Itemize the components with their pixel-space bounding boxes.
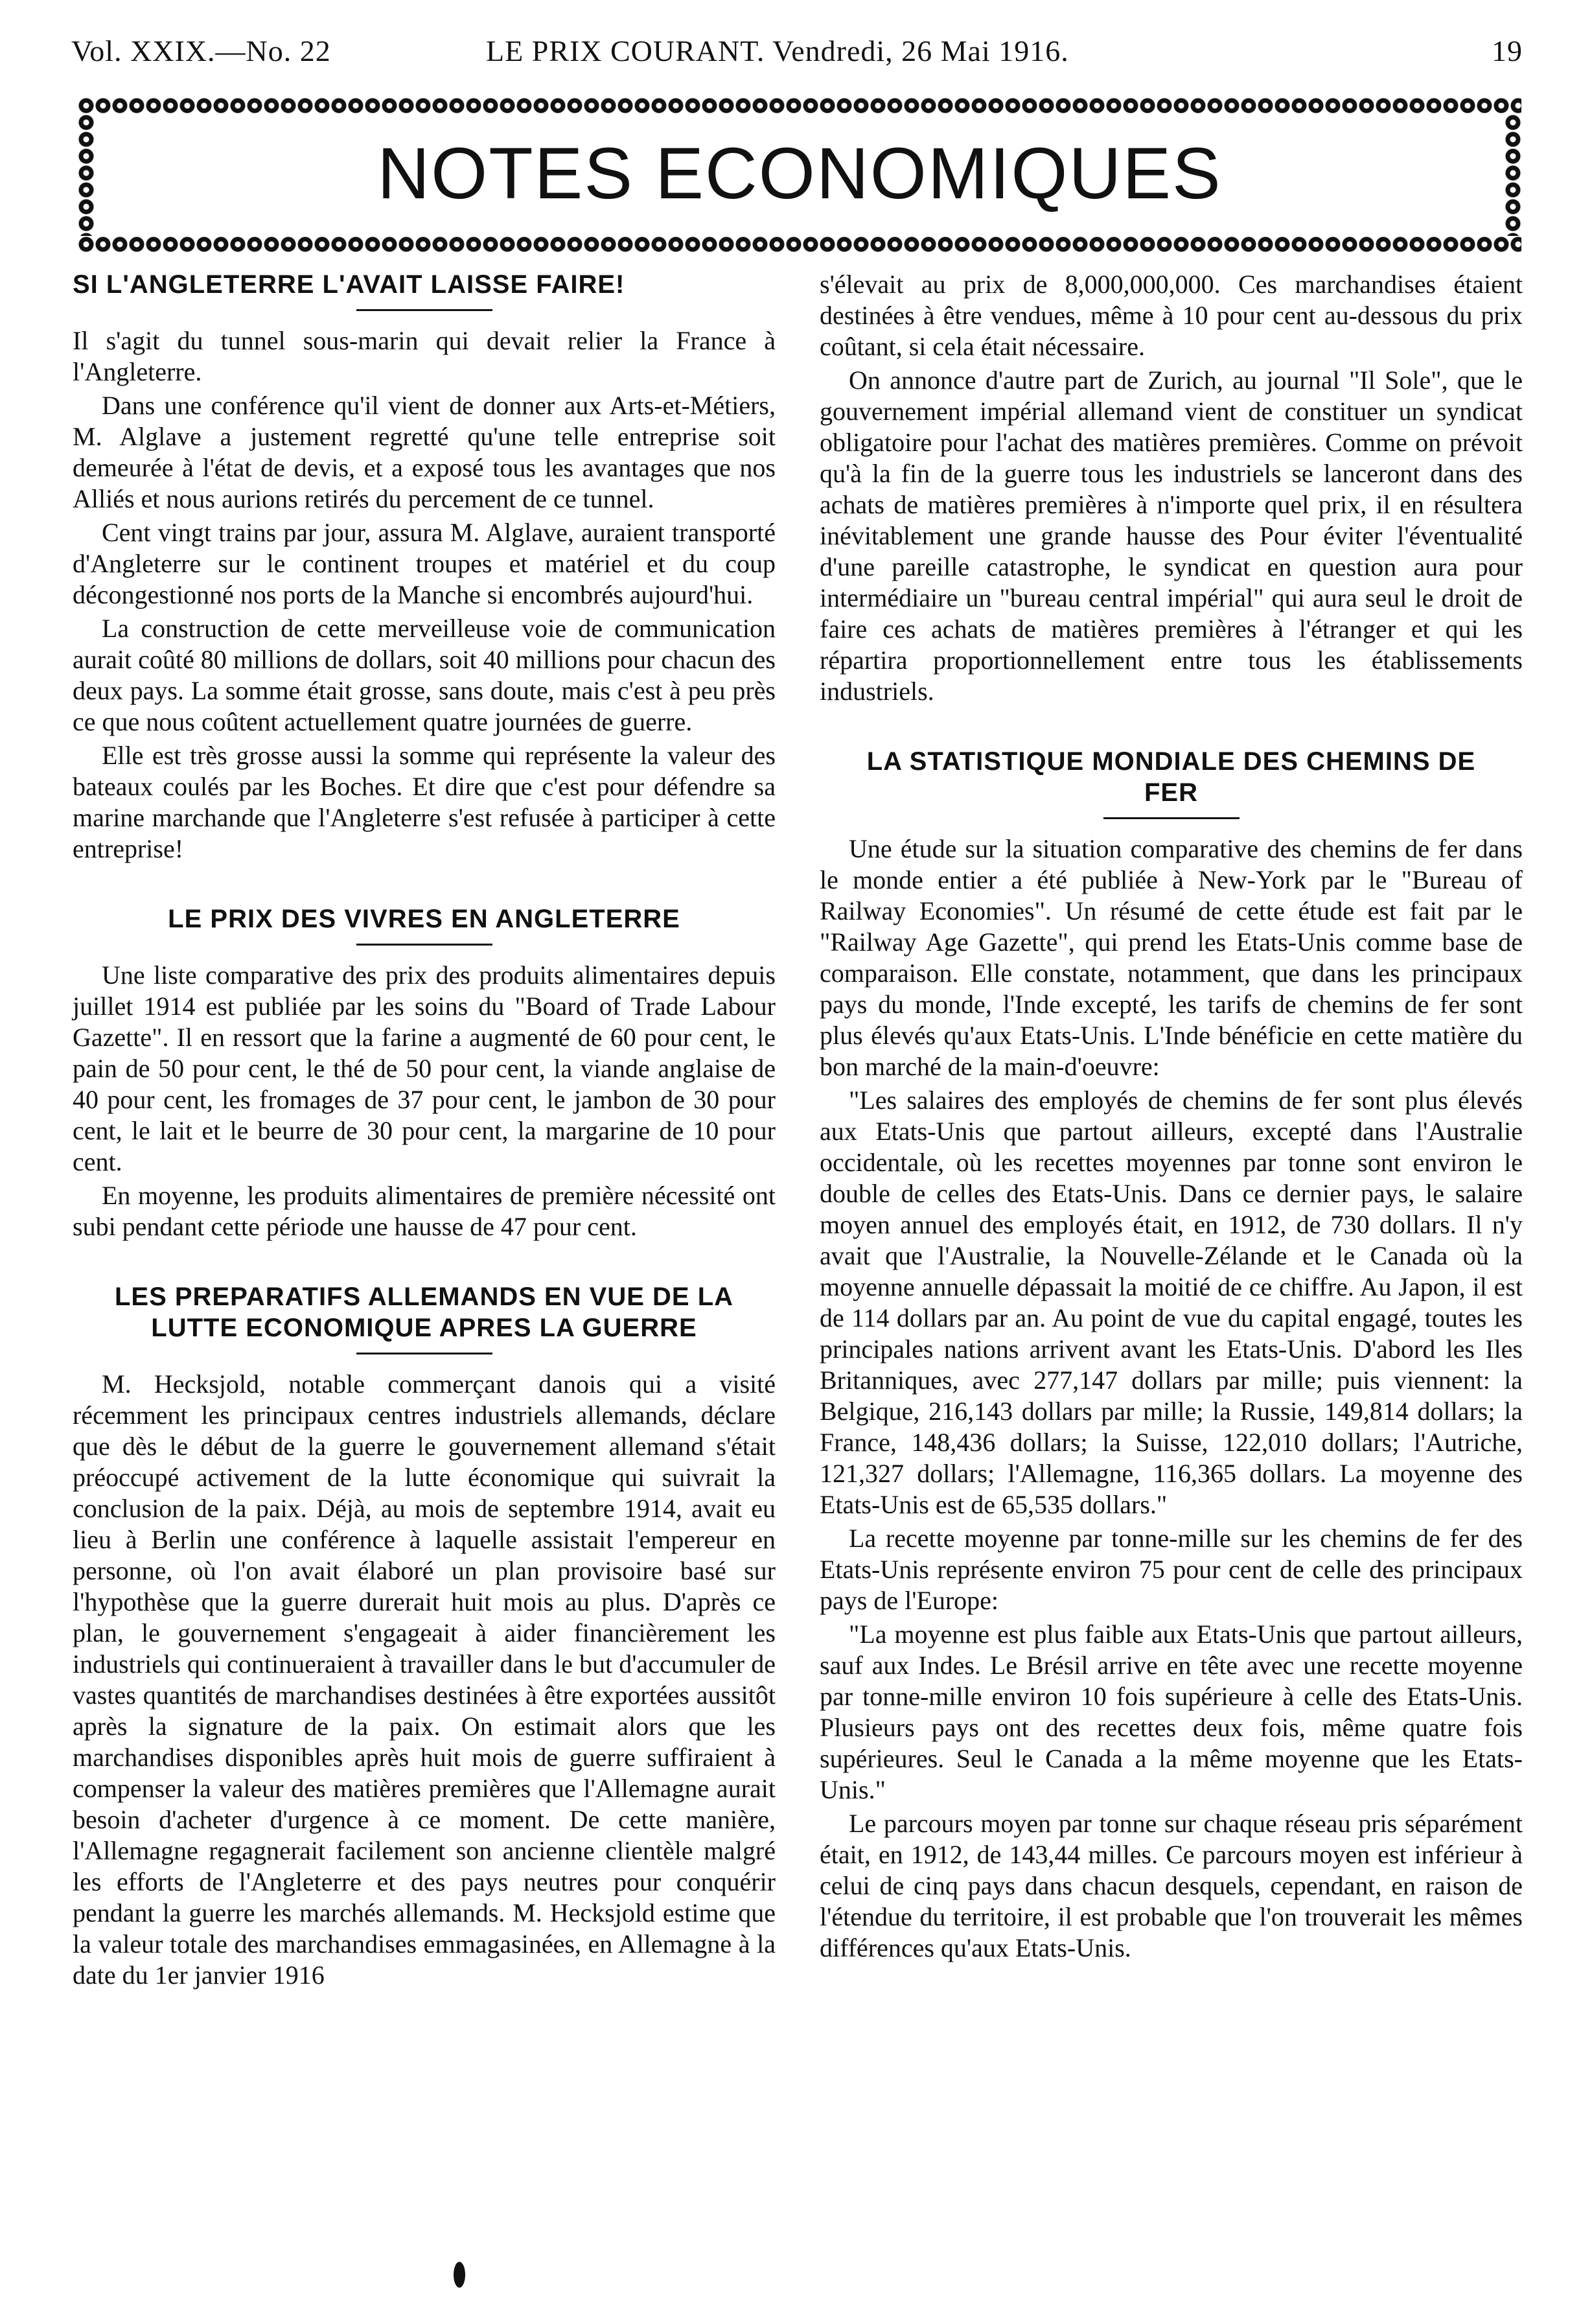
publication-date-line: LE PRIX COURANT. Vendredi, 26 Mai 1916. (486, 34, 1069, 67)
ink-blot (454, 2262, 465, 2288)
section-gap (820, 710, 1523, 746)
article-paragraph: On annonce d'autre part de Zurich, au journal "Il Sole", que le gouvernement impérial allemand vient de constituer un syndicat obligatoire pour l'achat des matières premières. Comme on prévoit qu'à la fin de la guerre tous les industriels se lanceront dans des achats de matières premières à n'importe quel prix, il en résultera inévitablement une grande hausse des Pour éviter l'éventualité d'une pareille catastrophe, le syndicat en question aura pour intermédiaire un "bureau central impérial" qui aura seul le droit de faire ces achats de matières premières à l'étranger et qui les répartira proportionnellement entre tous les établissements industriels. (820, 366, 1523, 706)
ornamental-border-top (78, 97, 1521, 114)
article-paragraph: La recette moyenne par tonne-mille sur les chemins de fer des Etats-Unis représente environ 75 pour cent de celle des principaux pays de l'Europe: (820, 1524, 1523, 1615)
section-gap (73, 1245, 776, 1281)
article-title-chemins-line1: LA STATISTIQUE MONDIALE DES CHEMINS DE (866, 747, 1476, 776)
page-number: 19 (1492, 34, 1523, 67)
article-paragraph: "Les salaires des employés de chemins de fer sont plus élevés aux Etats-Unis que partout ailleurs, excepté dans l'Australie occidentale, où les recettes moyennes par tonne sont environ le double de celles des Etats-Unis. Dans ce dernier pays, le salaire moyen annuel des employés était, en 1912, de 730 dollars. Il n'y avait que l'Australie, la Nouvelle-Zélande et le Canada où la moyenne annuelle dépassait la moitié de ce chiffre. Au Japon, il est de 114 dollars par an. Au point de vue du capital engagé, toutes les principales nations arrivent avant les Etats-Unis. D'abord les Iles Britanniques, avec 277,147 dollars par mille; puis viennent: la Belgique, 216,143 dollars par mille; la Russie, 149,814 dollars; la France, 148,436 dollars; la Suisse, 122,010 dollars; l'Autriche, 121,327 dollars; l'Allemagne, 116,365 dollars. La moyenne des Etats-Unis est de 65,535 dollars." (820, 1086, 1523, 1519)
article-paragraph: Elle est très grosse aussi la somme qui représente la valeur des bateaux coulés par les Boches. Et dire que c'est pour défendre sa marine marchande que l'Angleterre s'est refusée à participer à cette entreprise! (73, 741, 776, 863)
left-column (73, 269, 776, 1993)
section-gap (73, 867, 776, 903)
volume-number: Vol. XXIX.—No. 22 (71, 34, 331, 67)
article-title-preparatifs-line1: LES PREPARATIFS ALLEMANDS EN VUE DE LA (114, 1283, 734, 1311)
article-paragraph: La construction de cette merveilleuse voie de communication aurait coûté 80 millions de dollars, soit 40 millions pour chacun des deux pays. La somme était grosse, sans doute, mais c'est à peu près ce que nous coûtent actuellement quatre journées de guerre. (73, 614, 776, 736)
article-paragraph: Le parcours moyen par tonne sur chaque réseau pris séparément était, en 1912, de 143,44 milles. Ce parcours moyen est inférieur à celui de cinq pays dans chacun desquels, cependant, en raison de l'étendue du territoire, il est probable que l'on trouverait les mêmes différences qu'aux Etats-Unis. (820, 1809, 1523, 1962)
article-paragraph: Une liste comparative des prix des produits alimentaires depuis juillet 1914 est publiée par les soins du "Board of Trade Labour Gazette". Il en ressort que la farine a augmenté de 60 pour cent, le pain de 50 pour cent, le thé de 50 pour cent, la viande anglaise de 40 pour cent, les fromages de 37 pour cent, le jambon de 30 pour cent, le lait et le beurre de 30 pour cent, la margarine de 10 pour cent. (73, 960, 776, 1176)
article-paragraph: Dans une conférence qu'il vient de donner aux Arts-et-Métiers, M. Alglave a justement regretté qu'une telle entreprise soit demeurée à l'état de devis, et a exposé tous les avantages que nos Alliés et nous aurions retirés du percement de ce tunnel. (73, 391, 776, 513)
article-title-chemins-line2: FER (1144, 778, 1198, 807)
article-paragraph: Cent vingt trains par jour, assura M. Alglave, auraient transporté d'Angleterre sur le continent troupes et matériel et du coup décongestionné nos ports de la Manche si encombrés aujourd'hui. (73, 518, 776, 609)
section-banner (78, 97, 1521, 253)
article-title-tunnel: SI L'ANGLETERRE L'AVAIT LAISSE FAIRE! (73, 270, 625, 299)
article-continuation: s'élevait au prix de 8,000,000,000. Ces marchandises étaient destinées à être vendues, même à 10 pour cent au-dessous du prix coûtant, si cela était nécessaire. (820, 270, 1523, 361)
article-title-preparatifs-line2: LUTTE ECONOMIQUE APRES LA GUERRE (151, 1314, 697, 1342)
article-paragraph: "La moyenne est plus faible aux Etats-Unis que partout ailleurs, sauf aux Indes. Le Brésil arrive en tête avec une recette moyenne par tonne-mille environ 10 fois supérieure à celle des Etats-Unis. Plusieurs pays ont des recettes deux fois, même quatre fois supérieures. Seul le Canada a la même moyenne que les Etats-Unis." (820, 1620, 1523, 1804)
article-paragraph: Une étude sur la situation comparative des chemins de fer dans le monde entier a été publiée à New-York par le "Bureau of Railway Economies". Un résumé de cette étude est fait par le "Railway Age Gazette", qui prend les Etats-Unis comme base de comparaison. Elle constate, notamment, que dans les principaux pays du monde, l'Inde excepté, les tarifs de chemins de fer sont plus élevés qu'aux Etats-Unis. L'Inde bénéficie en cette matière du bon marché de la main-d'oeuvre: (820, 834, 1523, 1081)
section-title: NOTES ECONOMIQUES (377, 133, 1222, 214)
right-column (820, 269, 1523, 1966)
article-paragraph: Il s'agit du tunnel sous-marin qui devait relier la France à l'Angleterre. (73, 326, 776, 386)
article-paragraph: En moyenne, les produits alimentaires de première nécessité ont subi pendant cette période une hausse de 47 pour cent. (73, 1181, 776, 1241)
title-rule (1103, 817, 1240, 819)
title-rule (356, 944, 492, 946)
ornamental-border-bottom (78, 236, 1521, 253)
running-header (71, 34, 1523, 73)
article-title-prix-vivres: LE PRIX DES VIVRES EN ANGLETERRE (168, 905, 680, 933)
title-rule (356, 309, 492, 311)
title-rule (356, 1353, 492, 1354)
article-paragraph: M. Hecksjold, notable commerçant danois qui a visité récemment les principaux centres industriels allemands, déclare que dès le début de la guerre le gouvernement allemand s'était préoccupé activement de la lutte économique qui suivrait la conclusion de la paix. Déjà, au mois de septembre 1914, avait eu lieu à Berlin une conférence à laquelle assistait l'empereur en personne, où l'on avait élaboré un plan provisoire basé sur l'hypothèse que la guerre durerait huit mois au plus. D'après ce plan, le gouvernement s'engageait à aider financièrement les industriels qui continueraient à travailler dans le but d'accumuler de vastes quantités de marchandises destinées à être exportées aussitôt après la signature de la paix. On estimait alors que les marchandises disponibles après huit mois de guerre suffiraient à compenser la valeur des matières premières que l'Allemagne aurait besoin d'acheter d'urgence à ce moment. De cette manière, l'Allemagne regagnerait facilement son ancienne clientèle malgré les efforts de l'Angleterre et des pays neutres pour conquérir pendant la guerre les marchés allemands. M. Hecksjold estime que la valeur totale des marchandises emmagasinées, en Allemagne à la date du 1er janvier 1916 (73, 1369, 776, 1990)
